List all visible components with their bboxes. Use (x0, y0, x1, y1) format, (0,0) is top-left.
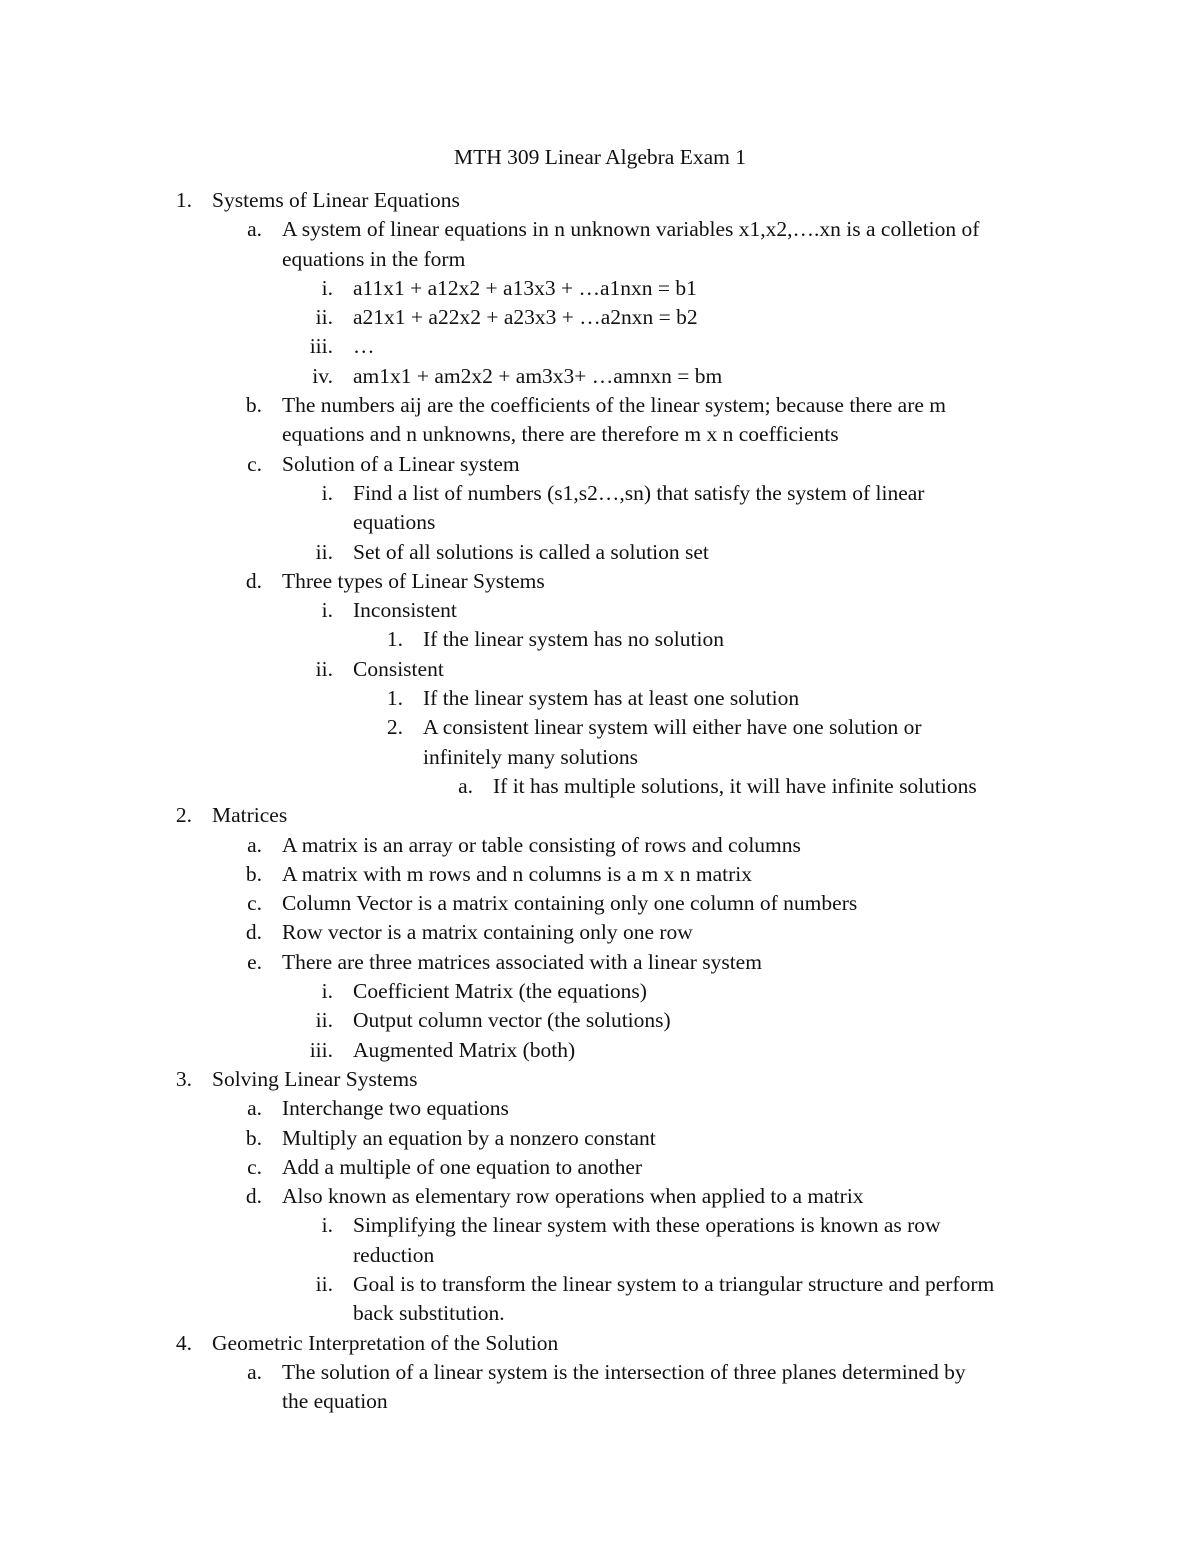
outline-item-text: equations in the form (282, 246, 466, 271)
outline-item-text: Set of all solutions is called a solution set (353, 539, 709, 564)
outline-item-text: Augmented Matrix (both) (353, 1037, 576, 1062)
outline-item (0, 948, 1200, 977)
outline-item-marker: ii. (315, 539, 333, 564)
outline-item-marker: 2. (386, 715, 403, 740)
outline-item-marker: a. (458, 773, 473, 798)
outline-item-marker: 4. (175, 1330, 192, 1355)
outline-item-text: infinitely many solutions (423, 744, 638, 769)
outline-item-text: If the linear system has no solution (423, 627, 724, 652)
outline-item-marker: c. (247, 1154, 262, 1179)
outline-item-marker: i. (321, 979, 333, 1004)
outline-item-marker: a. (247, 832, 262, 857)
outline-item-marker: ii. (315, 305, 333, 330)
outline-item-marker: ii. (315, 1271, 333, 1296)
outline-item (0, 772, 1200, 801)
outline-item-text: If it has multiple solutions, it will have infinite solutions (493, 773, 977, 798)
outline-item (0, 889, 1200, 918)
outline-item (0, 362, 1200, 391)
outline-item (0, 1006, 1200, 1035)
outline-item-text: Solving Linear Systems (212, 1066, 418, 1091)
outline-item (0, 391, 1200, 420)
outline-item-text: A consistent linear system will either have one solution or (423, 715, 922, 740)
outline-item-marker: 1. (175, 188, 192, 212)
outline-item-text: a21x1 + a22x2 + a23x3 + …a2nxn = b2 (353, 305, 698, 330)
outline-item-text: The solution of a linear system is the intersection of three planes determined by (282, 1359, 966, 1384)
outline-item-marker: c. (247, 891, 262, 916)
outline-item-marker: b. (245, 1125, 262, 1150)
outline-item-text: Multiply an equation by a nonzero constant (282, 1125, 656, 1150)
outline-item-text: If the linear system has at least one solution (423, 686, 800, 711)
outline-item-text: A matrix is an array or table consisting of rows and columns (282, 832, 801, 857)
outline-item-text: the equation (282, 1389, 388, 1414)
outline-item-marker: 1. (386, 686, 403, 711)
outline-item (0, 479, 1200, 508)
outline-item-marker: i. (321, 275, 333, 300)
outline-item-marker: b. (245, 861, 262, 886)
outline-item-text: reduction (353, 1242, 435, 1267)
outline-item-text: The numbers aij are the coefficients of the linear system; because there are m (282, 393, 947, 418)
outline-item-text: Coefficient Matrix (the equations) (353, 979, 647, 1004)
outline-item (0, 1036, 1200, 1065)
outline-item-marker: d. (245, 568, 262, 593)
outline-item (0, 1387, 1200, 1416)
outline-item (0, 1270, 1200, 1299)
outline-item-text: equations and n unknowns, there are therefore m x n coefficients (282, 422, 839, 447)
outline-item-marker: e. (247, 949, 262, 974)
outline-item-text: … (353, 334, 375, 359)
outline-item (0, 1241, 1200, 1270)
outline-item-marker: i. (321, 480, 333, 505)
outline-item (0, 831, 1200, 860)
outline-item (0, 420, 1200, 449)
outline-item (0, 655, 1200, 684)
outline-item-text: Solution of a Linear system (282, 451, 520, 476)
outline-item-text: a11x1 + a12x2 + a13x3 + …a1nxn = b1 (353, 275, 697, 300)
outline-item-marker: d. (245, 1184, 262, 1209)
outline-item-marker: iv. (312, 363, 333, 388)
outline-item-text: A system of linear equations in n unknown variables x1,x2,….xn is a colletion of (282, 217, 980, 242)
outline-item-text: Interchange two equations (282, 1096, 509, 1121)
outline-item-text: Column Vector is a matrix containing only one column of numbers (282, 891, 858, 916)
outline-list (0, 186, 1200, 1416)
outline-item-text: Geometric Interpretation of the Solution (212, 1330, 559, 1355)
outline-item (0, 1211, 1200, 1240)
outline-item-marker: i. (321, 598, 333, 623)
outline-item-text: Goal is to transform the linear system to a triangular structure and perform (353, 1271, 995, 1296)
outline-item-text: Add a multiple of one equation to another (282, 1154, 643, 1179)
outline-item (0, 186, 1200, 215)
outline-item (0, 508, 1200, 537)
outline-item (0, 801, 1200, 830)
outline-item-text: back substitution. (353, 1301, 505, 1326)
outline-item-text: There are three matrices associated with a linear system (282, 949, 762, 974)
outline-item-marker: a. (247, 1096, 262, 1121)
outline-item-text: Inconsistent (353, 598, 457, 623)
outline-item-text: equations (353, 510, 436, 535)
outline-item-marker: a. (247, 1359, 262, 1384)
outline-item (0, 1124, 1200, 1153)
outline-item-marker: 3. (175, 1066, 192, 1091)
document-title: MTH 309 Linear Algebra Exam 1 (454, 145, 746, 169)
outline-item (0, 713, 1200, 742)
outline-item-text: Find a list of numbers (s1,s2…,sn) that satisfy the system of linear (353, 480, 925, 505)
outline-item (0, 567, 1200, 596)
outline-item-marker: ii. (315, 656, 333, 681)
outline-item (0, 1329, 1200, 1358)
outline-item-text: Three types of Linear Systems (282, 568, 545, 593)
outline-item (0, 743, 1200, 772)
outline-item (0, 1153, 1200, 1182)
outline-item-marker: 1. (386, 627, 403, 652)
outline-item-text: Consistent (353, 656, 444, 681)
outline-item (0, 538, 1200, 567)
outline-item (0, 596, 1200, 625)
outline-item (0, 1094, 1200, 1123)
outline-item (0, 1299, 1200, 1328)
outline-item-marker: iii. (309, 334, 333, 359)
outline-item (0, 684, 1200, 713)
outline-item (0, 1065, 1200, 1094)
outline-item-text: am1x1 + am2x2 + am3x3+ …amnxn = bm (353, 363, 723, 388)
outline-item-text: Systems of Linear Equations (212, 188, 460, 212)
outline-item-marker: ii. (315, 1008, 333, 1033)
outline-item (0, 977, 1200, 1006)
outline-item (0, 450, 1200, 479)
outline-item-marker: 2. (175, 803, 192, 828)
outline-item (0, 245, 1200, 274)
outline-item-text: Also known as elementary row operations when applied to a matrix (282, 1184, 864, 1209)
outline-item (0, 303, 1200, 332)
outline-item-marker: b. (245, 393, 262, 418)
outline-item-text: Row vector is a matrix containing only one row (282, 920, 693, 945)
outline-item-marker: d. (245, 920, 262, 945)
outline-item-marker: a. (247, 217, 262, 242)
outline-item (0, 1358, 1200, 1387)
outline-item-marker: c. (247, 451, 262, 476)
outline-item (0, 215, 1200, 244)
outline-item (0, 332, 1200, 361)
outline-item-text: Simplifying the linear system with these operations is known as row (353, 1213, 941, 1238)
outline-item-marker: i. (321, 1213, 333, 1238)
outline-item (0, 274, 1200, 303)
outline-item (0, 625, 1200, 654)
outline-item-text: Output column vector (the solutions) (353, 1008, 671, 1033)
outline-item (0, 1182, 1200, 1211)
outline-item-marker: iii. (309, 1037, 333, 1062)
outline-item-text: A matrix with m rows and n columns is a m x n matrix (282, 861, 752, 886)
outline-item-text: Matrices (212, 803, 288, 828)
outline-item (0, 918, 1200, 947)
outline-item (0, 860, 1200, 889)
